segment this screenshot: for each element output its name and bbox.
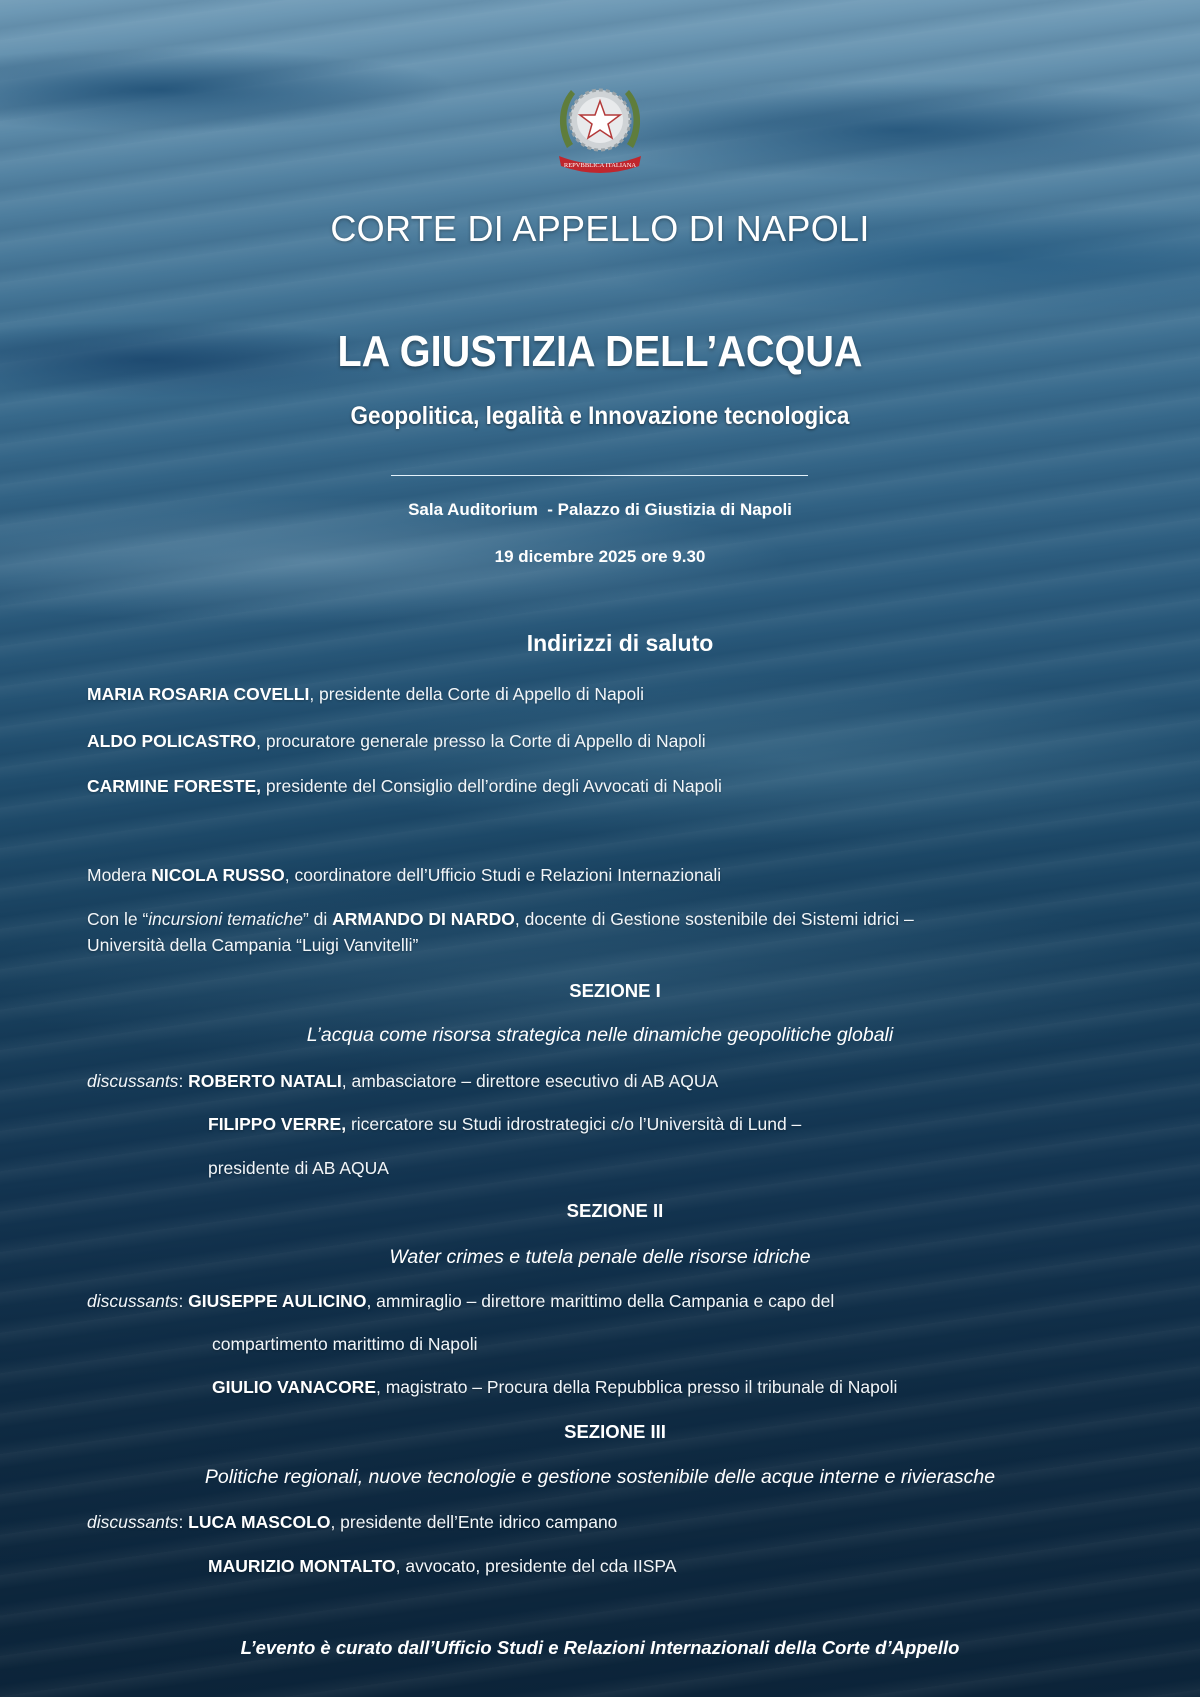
greeting-item [87,776,722,796]
svg-text:REPVBBLICA ITALIANA: REPVBBLICA ITALIANA [563,162,637,169]
moderator-line: Modera NICOLA RUSSO, coordinatore dell’Ufficio Studi e Relazioni Internazionali [87,865,722,885]
greeting-item [87,684,644,704]
section-topic: Water crimes e tutela penale delle risorse idriche [389,1246,811,1268]
guest-name: ARMANDO DI NARDO [332,909,515,929]
moderator-name: NICOLA RUSSO [151,865,285,885]
speaker-role: , presidente della Corte di Appello di Napoli [309,684,644,704]
speaker-name: ALDO POLICASTRO [87,731,257,751]
speaker-name: LUCA MASCOLO [188,1512,331,1532]
discussant-item: discussants: LUCA MASCOLO, presidente dell’Ente idrico campano [87,1512,618,1532]
discussant-item: MAURIZIO MONTALTO, avvocato, presidente del cda IISPA [208,1556,677,1576]
italian-republic-emblem-icon [553,70,647,180]
event-venue: Sala Auditorium - Palazzo di Giustizia di Napoli [408,500,792,519]
speaker-name: GIUSEPPE AULICINO [188,1291,367,1311]
discussant-item: discussants: ROBERTO NATALI, ambasciatore – direttore esecutivo di AB AQUA [87,1071,719,1091]
speaker-name: GIULIO VANACORE [212,1377,376,1397]
event-subtitle: Geopolitica, legalità e Innovazione tecnologica [350,402,850,430]
section-topic: Politiche regionali, nuove tecnologie e gestione sostenibile delle acque interne e rivierasche [204,1466,996,1488]
greeting-item [87,731,706,751]
greetings-heading: Indirizzi di saluto [526,630,714,656]
section-heading: SEZIONE III [564,1421,666,1442]
speaker-role: presidente del Consiglio dell’ordine degli Avvocati di Napoli [261,776,722,796]
speaker-name: CARMINE FORESTE, [87,776,262,796]
footer-note: L’evento è curato dall’Ufficio Studi e Relazioni Internazionali della Corte d’Appello [240,1637,960,1658]
speaker-name: MARIA ROSARIA COVELLI [87,684,310,704]
event-title: LA GIUSTIZIA DELL’ACQUA [337,327,863,376]
discussant-role-cont: presidente di AB AQUA [208,1158,389,1178]
event-datetime: 19 dicembre 2025 ore 9.30 [494,547,706,566]
court-name: CORTE DI APPELLO DI NAPOLI [330,208,870,249]
speaker-role: , procuratore generale presso la Corte di Appello di Napoli [256,731,706,751]
divider [391,475,808,476]
incursions-line-2: Università della Campania “Luigi Vanvitelli” [87,935,419,955]
speaker-name: ROBERTO NATALI [188,1071,342,1091]
speaker-name: FILIPPO VERRE, [208,1114,347,1134]
discussant-item: FILIPPO VERRE, ricercatore su Studi idrostrategici c/o l’Università di Lund – [208,1114,802,1134]
discussant-role-cont: compartimento marittimo di Napoli [212,1334,478,1354]
speaker-name: MAURIZIO MONTALTO [208,1556,396,1576]
section-heading: SEZIONE I [569,980,661,1001]
discussant-item: GIULIO VANACORE, magistrato – Procura della Repubblica presso il tribunale di Napoli [212,1377,898,1397]
section-heading: SEZIONE II [566,1200,664,1221]
section-topic: L’acqua come risorsa strategica nelle dinamiche geopolitiche globali [306,1024,894,1046]
incursions-line: Con le “incursioni tematiche” di ARMANDO DI NARDO, docente di Gestione sostenibile dei Sistemi idrici – [87,909,914,929]
discussant-item: discussants: GIUSEPPE AULICINO, ammiraglio – direttore marittimo della Campania e capo del [87,1291,835,1311]
